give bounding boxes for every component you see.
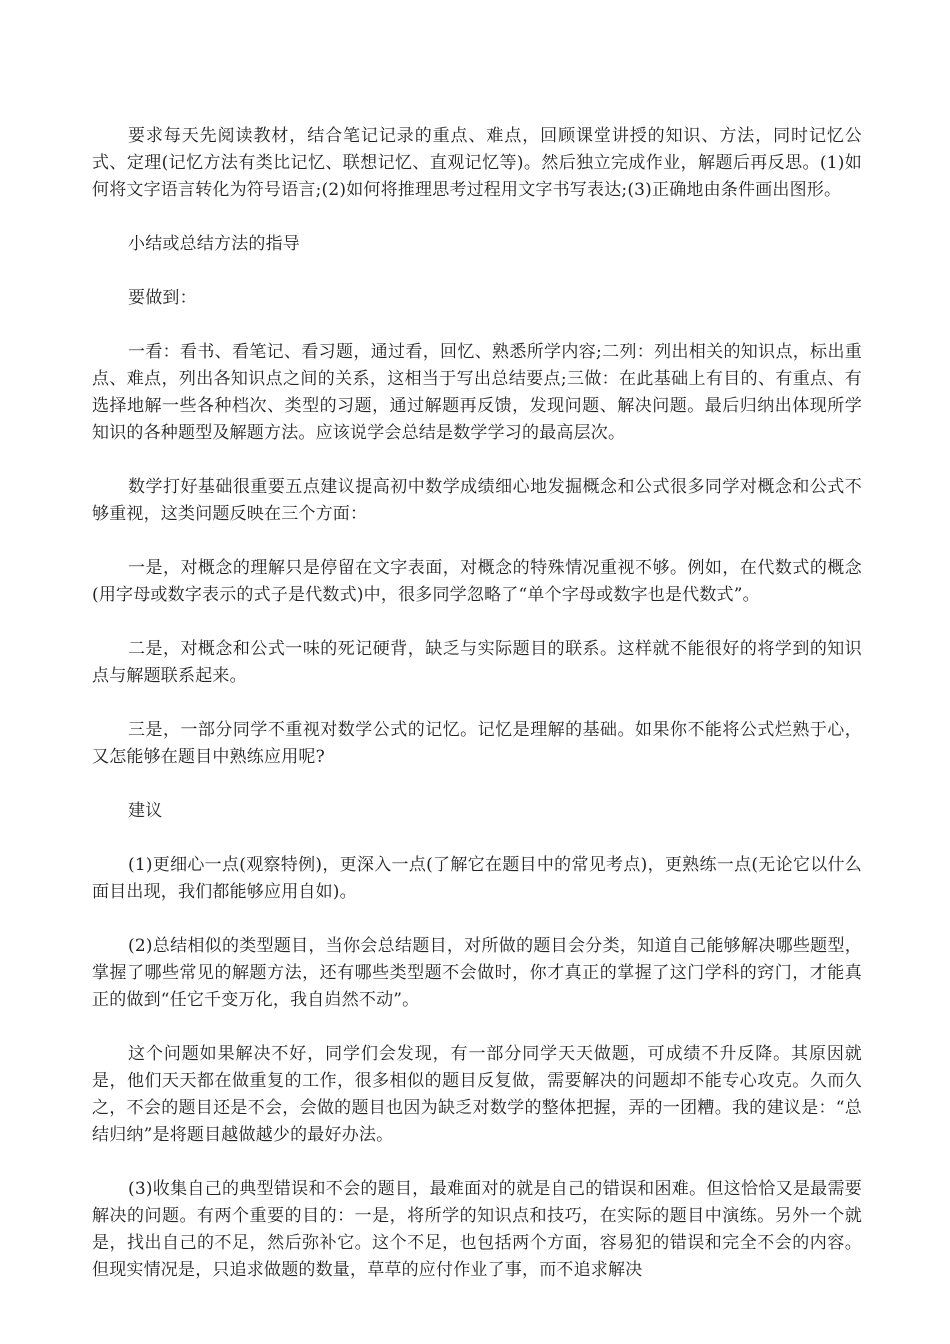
paragraph-suggestion-heading: 建议: [128, 801, 163, 821]
paragraph-foundation-intro: 数学打好基础很重要五点建议提高初中数学成绩细心地发掘概念和公式很多同学对概念和公式不够重视，这类问题反映在三个方面：: [92, 477, 862, 524]
paragraph-point-three: 三是，一部分同学不重视对数学公式的记忆。记忆是理解的基础。如果你不能将公式烂熟于心，又怎能够在题目中熟练应用呢?: [92, 720, 862, 767]
paragraph-point-two: 二是，对概念和公式一味的死记硬背，缺乏与实际题目的联系。这样就不能很好的将学到的知识点与解题联系起来。: [92, 639, 862, 686]
paragraph-reading-method: 要求每天先阅读教材，结合笔记记录的重点、难点，回顾课堂讲授的知识、方法，同时记忆公式、定理(记忆方法有类比记忆、联想记忆、直观记忆等)。然后独立完成作业，解题后再反思。(1)如何将文字语言转化为符号语言;(2)如何将推理思考过程用文字书写表达;(3)正确地由条件画出图形。: [92, 126, 862, 200]
paragraph-look-list-do: 一看：看书、看笔记、看习题，通过看，回忆、熟悉所学内容;二列：列出相关的知识点，标出重点、难点，列出各知识点之间的关系，这相当于写出总结要点;三做：在此基础上有目的、有重点、有选择地解一些各种档次、类型的习题，通过解题再反馈，发现问题、解决问题。最后归纳出体现所学知识的各种题型及解题方法。应该说学会总结是数学学习的最高层次。: [92, 342, 862, 443]
paragraph-point-one: 一是，对概念的理解只是停留在文字表面，对概念的特殊情况重视不够。例如，在代数式的概念(用字母或数字表示的式子是代数式)中，很多同学忽略了“单个字母或数字也是代数式”。: [92, 558, 862, 605]
paragraph-requirements-heading: 要做到：: [128, 288, 197, 308]
paragraph-suggestion-one: (1)更细心一点(观察特例)，更深入一点(了解它在题目中的常见考点)，更熟练一点(无论它以什么面目出现，我们都能够应用自如)。: [92, 855, 862, 902]
document-body: [92, 123, 862, 1311]
paragraph-summary-heading: 小结或总结方法的指导: [128, 234, 300, 254]
paragraph-suggestion-three: (3)收集自己的典型错误和不会的题目，最难面对的就是自己的错误和困难。但这恰恰又是最需要解决的问题。有两个重要的目的：一是，将所学的知识点和技巧，在实际的题目中演练。另外一个就是，找出自己的不足，然后弥补它。这个不足，也包括两个方面，容易犯的错误和完全不会的内容。但现实情况是，只追求做题的数量，草草的应付作业了事，而不追求解决: [92, 1179, 862, 1280]
paragraph-problem-explanation: 这个问题如果解决不好，同学们会发现，有一部分同学天天做题，可成绩不升反降。其原因就是，他们天天都在做重复的工作，很多相似的题目反复做，需要解决的问题却不能专心攻克。久而久之，不会的题目还是不会，会做的题目也因为缺乏对数学的整体把握，弄的一团糟。我的建议是：“总结归纳”是将题目越做越少的最好办法。: [92, 1044, 862, 1145]
paragraph-suggestion-two: (2)总结相似的类型题目，当你会总结题目，对所做的题目会分类，知道自己能够解决哪些题型，掌握了哪些常见的解题方法，还有哪些类型题不会做时，你才真正的掌握了这门学科的窍门，才能真正的做到“任它千变万化，我自岿然不动”。: [92, 936, 862, 1010]
